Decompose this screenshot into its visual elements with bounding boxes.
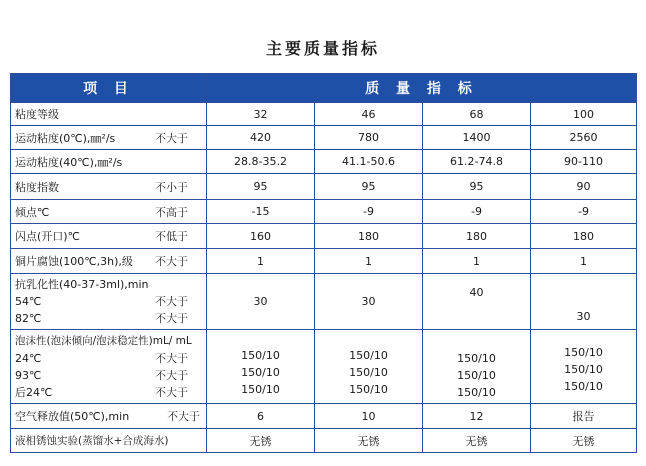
- table-cell: 100: [531, 103, 637, 126]
- table-cell: 12: [423, 404, 531, 429]
- sub-label: 后24℃: [15, 385, 53, 399]
- table-cell: [531, 330, 637, 404]
- table-cell: 95: [207, 174, 315, 200]
- table-cell: 2560: [531, 126, 637, 150]
- row-limit: 不高于: [155, 205, 188, 219]
- row-label: 闪点(开口)℃: [15, 230, 80, 243]
- table-cell: 90: [531, 174, 637, 200]
- row-label-cell: [11, 200, 207, 224]
- quality-table: [10, 73, 637, 453]
- table-cell: 10: [315, 404, 423, 429]
- sub-row: [15, 367, 202, 384]
- table-cell: 1400: [423, 126, 531, 150]
- sub-label: 54℃: [15, 295, 42, 308]
- row-limit: 不小于: [155, 180, 188, 194]
- table-row: [11, 126, 637, 150]
- foam-value: 150/10: [457, 352, 496, 365]
- foam-value: 150/10: [457, 386, 496, 399]
- table-cell: -9: [423, 200, 531, 224]
- row-limit: 不大于: [155, 351, 188, 365]
- table-cell: 180: [531, 224, 637, 249]
- foam-value: 150/10: [349, 383, 388, 396]
- foam-value: 150/10: [241, 366, 280, 379]
- table-cell: [423, 330, 531, 404]
- table-cell: [315, 330, 423, 404]
- page-title: 主要质量指标: [265, 39, 380, 58]
- table-cell: 1: [315, 249, 423, 274]
- table-cell: -15: [207, 200, 315, 224]
- sub-row: [15, 384, 202, 401]
- table-cell: 无锈: [423, 429, 531, 453]
- table-cell: 420: [207, 126, 315, 150]
- foam-value: 150/10: [564, 346, 603, 359]
- table-cell: 160: [207, 224, 315, 249]
- table-cell: 无锈: [315, 429, 423, 453]
- table-row: [11, 150, 637, 174]
- table-cell: 46: [315, 103, 423, 126]
- row-label-cell: [11, 330, 207, 404]
- row-limit: 不大于: [155, 368, 188, 382]
- table-cell: 61.2-74.8: [423, 150, 531, 174]
- table-cell: 40: [423, 274, 531, 330]
- table-cell: 68: [423, 103, 531, 126]
- table-cell: 1: [207, 249, 315, 274]
- table-cell: 30: [207, 274, 315, 330]
- table-cell: 30: [531, 274, 637, 330]
- row-limit: 不大于: [155, 312, 188, 325]
- table-row: [11, 429, 637, 453]
- sub-label: 24℃: [15, 351, 42, 365]
- header-quality: 质 量 指 标: [207, 74, 637, 103]
- table-cell: 6: [207, 404, 315, 429]
- foam-value: 150/10: [349, 366, 388, 379]
- row-label: 倾点℃: [15, 205, 50, 219]
- row-label-cell: [11, 274, 207, 330]
- row-label: 空气释放值(50℃),min: [15, 410, 130, 423]
- row-label: 运动粘度(40℃),㎜²/s: [11, 150, 207, 174]
- header-item: 项 目: [11, 74, 207, 103]
- table-row: [11, 224, 637, 249]
- row-limit: 不大于: [155, 295, 188, 308]
- sub-row: [15, 310, 202, 327]
- foam-value: 150/10: [349, 349, 388, 362]
- row-label: 粘度等级: [11, 103, 207, 126]
- foam-value: 150/10: [564, 363, 603, 376]
- row-limit: 不大于: [155, 131, 188, 145]
- table-row: [11, 404, 637, 429]
- table-cell: 30: [315, 274, 423, 330]
- header-row: [11, 74, 637, 103]
- table-cell: 95: [315, 174, 423, 200]
- row-limit: 不大于: [155, 385, 188, 399]
- table-cell: 28.8-35.2: [207, 150, 315, 174]
- sub-row: [15, 350, 202, 367]
- table-cell: -9: [531, 200, 637, 224]
- row-label-cell: [11, 404, 207, 429]
- row-label-cell: [11, 126, 207, 150]
- table-cell: 无锈: [531, 429, 637, 453]
- table-row: [11, 103, 637, 126]
- table-cell: 780: [315, 126, 423, 150]
- row-label: 抗乳化性(40-37-3ml),min: [15, 278, 149, 291]
- table-cell: 1: [423, 249, 531, 274]
- table-cell: 90-110: [531, 150, 637, 174]
- foam-value: 150/10: [457, 369, 496, 382]
- row-limit: 不大于: [167, 410, 200, 423]
- sub-label: 82℃: [15, 312, 42, 325]
- table-cell: 报告: [531, 404, 637, 429]
- table-cell: 41.1-50.6: [315, 150, 423, 174]
- row-label-cell: [11, 249, 207, 274]
- table-cell: 1: [531, 249, 637, 274]
- row-label-cell: [11, 174, 207, 200]
- sub-label: 93℃: [15, 368, 42, 382]
- table-row: [11, 174, 637, 200]
- table-row: [11, 330, 637, 404]
- row-limit: 不大于: [155, 255, 188, 268]
- table-cell: [207, 330, 315, 404]
- row-label: 运动粘度(0℃),㎜²/s: [15, 131, 116, 145]
- foam-value: 150/10: [241, 349, 280, 362]
- table-cell: 95: [423, 174, 531, 200]
- table-cell: 180: [315, 224, 423, 249]
- foam-value: 150/10: [564, 380, 603, 393]
- row-limit: 不低于: [155, 230, 188, 243]
- row-label: 铜片腐蚀(100℃,3h),级: [15, 255, 133, 268]
- table-row: [11, 249, 637, 274]
- table-cell: 无锈: [207, 429, 315, 453]
- table-cell: 180: [423, 224, 531, 249]
- row-label-cell: [11, 224, 207, 249]
- row-label: 液相锈蚀实验(蒸馏水+合成海水): [11, 429, 207, 453]
- foam-value: 150/10: [241, 383, 280, 396]
- sub-row: [15, 293, 202, 310]
- table-cell: 32: [207, 103, 315, 126]
- table-cell: -9: [315, 200, 423, 224]
- table-row: [11, 200, 637, 224]
- row-label: 粘度指数: [15, 180, 59, 194]
- row-label: 泡沫性(泡沫倾向/泡沫稳定性)mL/ mL: [15, 334, 192, 347]
- table-row: [11, 274, 637, 330]
